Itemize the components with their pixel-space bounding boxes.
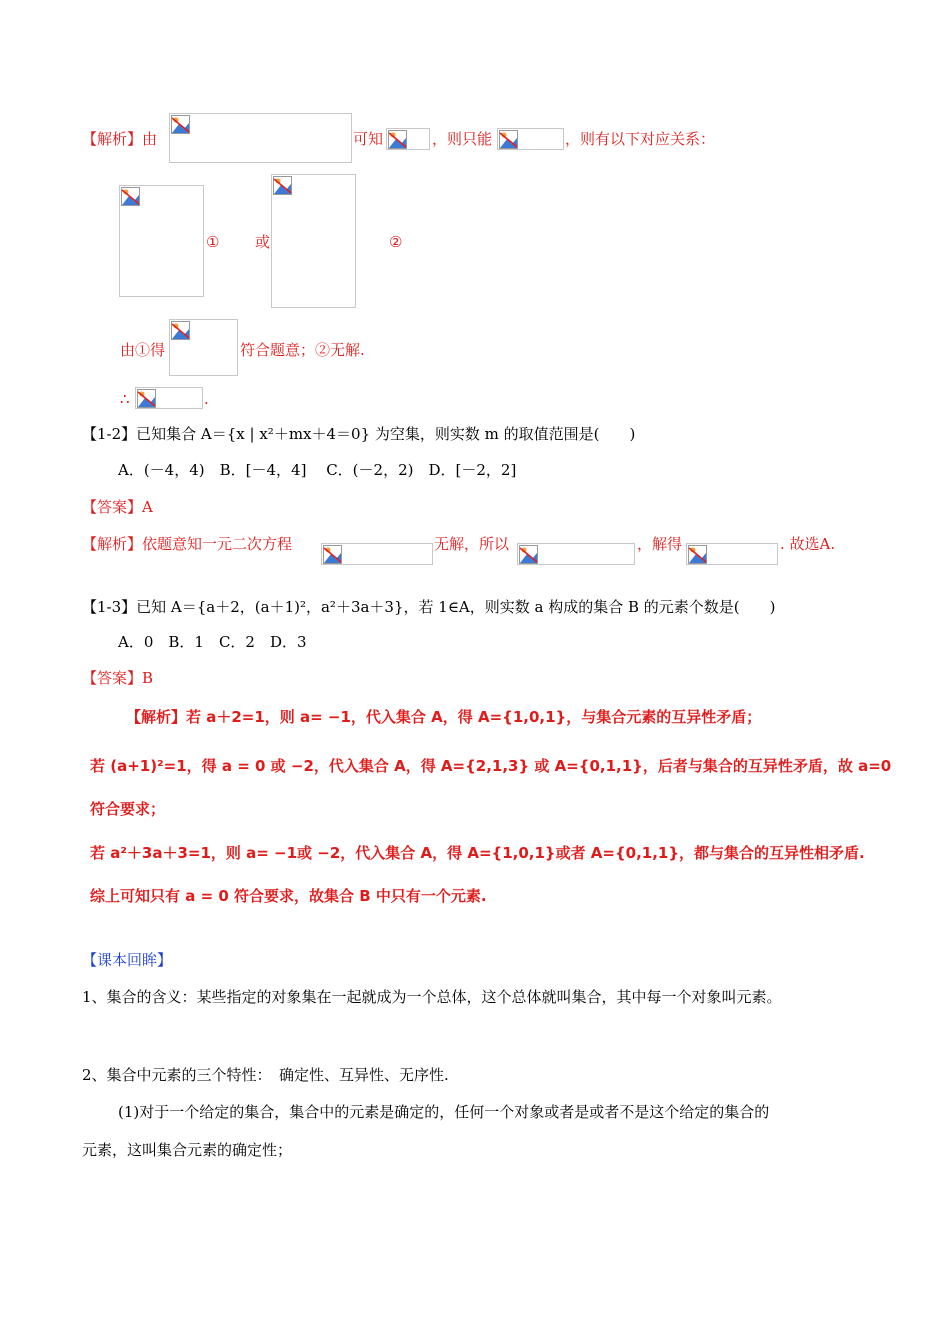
solution-line-4: 若 a²＋3a＋3=1，则 a= −1或 −2，代入集合 A，得 A={1,0,1}或者 A={0,1,1}，都与集合的互异性相矛盾. <box>90 844 865 862</box>
zeneng-text: ，则只能 <box>432 130 493 148</box>
problem-1-2-jiexi-start <box>82 534 292 554</box>
jiexi-tag: 【解析】 <box>82 130 143 148</box>
review-item-2-1-a: (1)对于一个给定的集合，集合中的元素是确定的，任何一个对象或者是或者不是这个给定的集合的 <box>118 1103 770 1121</box>
broken-image-icon <box>323 545 342 564</box>
problem-1-2-options: A．(－4，4) B．[－4，4] C．(－2，2) D．[－2，2] <box>118 461 517 479</box>
solution-line-2: 若 (a+1)²=1，得 a = 0 或 −2，代入集合 A，得 A={2,1,3} 或 A={0,1,1}，后者与集合的互异性矛盾，故 a=0 <box>90 757 892 775</box>
review-item-2: 2、集合中元素的三个特性： 确定性、互异性、无序性. <box>82 1066 449 1084</box>
broken-image-icon <box>137 389 156 408</box>
review-item-2-1-b: 元素，这叫集合元素的确定性； <box>82 1141 293 1159</box>
problem-1-3-stem: 【1-3】已知 A＝{a＋2，(a＋1)²，a²＋3a＋3}，若 1∈A，则实数 a 构成的集合 B 的元素个数是( ) <box>82 598 776 616</box>
solution-line-1: 【解析】若 a＋2=1，则 a= −1，代入集合 A，得 A={1,0,1}，与集合元素的互异性矛盾； <box>126 708 762 726</box>
broken-image-icon <box>388 130 407 149</box>
solution-line-3: 符合要求； <box>90 800 166 818</box>
formula-image-placeholder <box>386 128 430 150</box>
jiexi-you: 由 <box>142 130 158 148</box>
solution-line-5: 综上可知只有 a = 0 符合要求，故集合 B 中只有一个元素. <box>90 887 487 905</box>
formula-image-placeholder <box>135 387 203 409</box>
duiying-text: ，则有以下对应关系： <box>565 130 716 148</box>
broken-image-icon <box>171 321 190 340</box>
broken-image-icon <box>171 115 190 134</box>
formula-image-placeholder <box>517 543 635 565</box>
problem-1-2-answer: 【答案】A <box>82 498 153 516</box>
therefore-symbol: ∴ <box>120 390 130 408</box>
review-item-1: 1、集合的含义：某些指定的对象集在一起就成为一个总体，这个总体就叫集合，其中每一个对象叫元素。 <box>82 988 782 1006</box>
formula-image-placeholder <box>686 543 778 565</box>
formula-image-placeholder <box>497 128 564 150</box>
jiexi-text-4: . 故选A. <box>780 535 836 553</box>
jiexi-text-2: 无解，所以 <box>434 535 510 553</box>
case-1-label: ① <box>206 233 220 251</box>
problem-1-3-answer: 【答案】B <box>82 669 154 687</box>
broken-image-icon <box>688 545 707 564</box>
broken-image-icon <box>499 130 518 149</box>
review-title: 【课本回眸】 <box>82 951 173 969</box>
case-2-label: ② <box>389 233 403 251</box>
problem-1-2-stem: 【1-2】已知集合 A＝{x | x²＋mx＋4＝0} 为空集，则实数 m 的取值范围是( ) <box>82 425 636 443</box>
jiexi-tag: 【解析】 <box>82 535 143 553</box>
formula-image-placeholder <box>169 319 238 376</box>
kezhi-text: 可知 <box>353 130 384 148</box>
broken-image-icon <box>121 187 140 206</box>
jiexi-text-1: 依题意知一元二次方程 <box>142 535 293 553</box>
problem-1-3-options: A．0 B．1 C．2 D．3 <box>118 633 307 651</box>
jiexi-line-1 <box>82 129 157 149</box>
from-case-1-text: 由①得 <box>120 341 166 359</box>
or-text: 或 <box>255 233 271 251</box>
fits-condition-text: 符合题意；②无解. <box>240 341 365 359</box>
formula-image-placeholder <box>321 543 433 565</box>
broken-image-icon <box>273 176 292 195</box>
system-image-placeholder <box>271 174 356 308</box>
broken-image-icon <box>519 545 538 564</box>
system-image-placeholder <box>119 185 204 297</box>
period: . <box>204 390 209 408</box>
formula-image-placeholder <box>169 113 352 163</box>
jiexi-text-3: ，解得 <box>637 535 683 553</box>
